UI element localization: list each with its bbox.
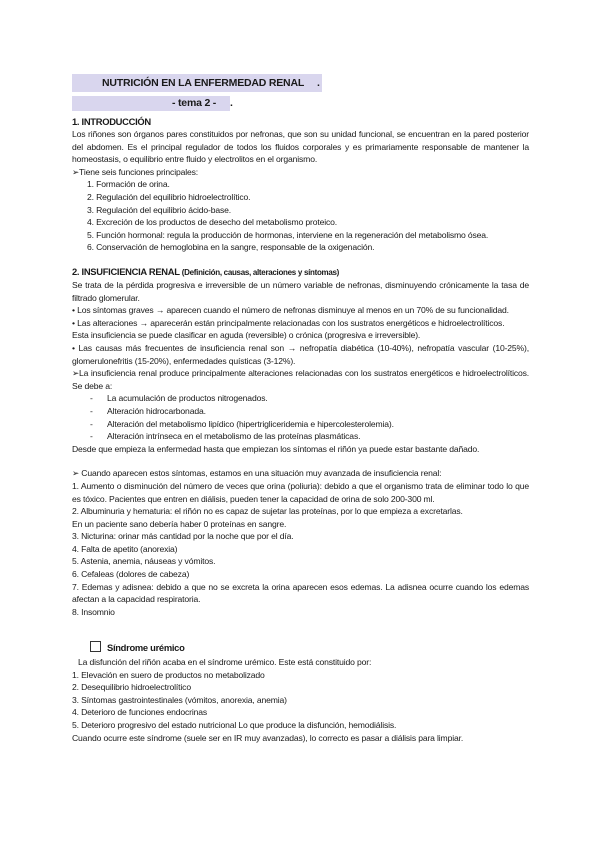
list-item: 1. Elevación en suero de productos no metabolizado bbox=[72, 669, 265, 680]
functions-lead: ➢Tiene seis funciones principales: bbox=[72, 166, 198, 177]
insuficiencia-heading-main: 2. INSUFICIENCIA RENAL bbox=[72, 266, 180, 277]
paragraph: • Las alteraciones → aparecerán están principalmente relacionadas con los sustratos energéticos e hidroelectrolíticos. bbox=[72, 317, 505, 328]
list-item: 4. Falta de apetito (anorexia) bbox=[72, 543, 178, 554]
title-dot: . bbox=[317, 77, 320, 89]
list-item: 3. Regulación del equilibrio ácido-base. bbox=[87, 204, 232, 215]
checkbox-icon bbox=[90, 641, 101, 652]
list-item: 3. Síntomas gastrointestinales (vómitos, anorexia, anemia) bbox=[72, 694, 287, 705]
list-item: 5. Astenia, anemia, náuseas y vómitos. bbox=[72, 556, 216, 567]
document-subtitle: - tema 2 - bbox=[172, 97, 217, 109]
list-item: 5. Función hormonal: regula la producción de hormonas, interviene en la regeneración del metabolismo ósea. bbox=[87, 229, 489, 240]
list-item: 1. Formación de orina. bbox=[87, 179, 170, 190]
paragraph: ➢La insuficiencia renal produce principalmente alteraciones relacionadas con los sustratos energéticos e hidroelectrolíticos. Se debe a: bbox=[72, 368, 529, 391]
insuficiencia-heading-sub: (Definición, causas, alteraciones y síntomas) bbox=[181, 268, 340, 277]
uremico-heading bbox=[72, 641, 529, 654]
list-item: 2. Albuminuria y hematuria: el riñón no es capaz de sujetar las proteínas, por lo que empieza a excretarlas. bbox=[72, 506, 463, 517]
paragraph: • Las causas más frecuentes de insuficiencia renal son → nefropatía diabética (10-40%), nefropatía vascular (10-25%), glomerulonefritis (15-20%), enfermedades quísticas (3-12%). bbox=[72, 342, 529, 366]
symptoms-list bbox=[72, 480, 529, 619]
list-item: 6. Cefaleas (dolores de cabeza) bbox=[72, 569, 190, 580]
list-item: 4. Deterioro de funciones endocrinas bbox=[72, 707, 208, 718]
list-item: 8. Insomnio bbox=[72, 606, 115, 617]
paragraph: Se trata de la pérdida progresiva e irreversible de un número variable de nefronas, disminuyendo crónicamente la tasa de filtrado glomerular. bbox=[72, 280, 529, 303]
insuficiencia-heading bbox=[72, 265, 529, 279]
list-item: 4. Excreción de los productos de desecho del metabolismo proteico. bbox=[87, 217, 337, 228]
list-item: - Alteración del metabolismo lipídico (hipertrigliceridemia e hipercolesterolemia). bbox=[72, 418, 529, 431]
list-item: - La acumulación de productos nitrogenados. bbox=[72, 392, 529, 405]
title-banner bbox=[72, 74, 322, 92]
functions-list bbox=[72, 178, 529, 254]
paragraph: ➢ Cuando aparecen estos síntomas, estamos en una situación muy avanzada de insuficiencia renal: bbox=[72, 468, 442, 479]
uremico-list bbox=[72, 669, 529, 732]
list-item: 2. Regulación del equilibrio hidroelectrolítico. bbox=[87, 191, 251, 202]
uremico-intro: La disfunción del riñón acaba en el síndrome urémico. Este está constituido por: bbox=[78, 657, 372, 667]
intro-section bbox=[72, 115, 529, 254]
intro-heading: 1. INTRODUCCIÓN bbox=[72, 116, 151, 127]
uremico-section bbox=[72, 641, 529, 744]
list-item: 2. Desequilibrio hidroelectrolítico bbox=[72, 682, 191, 693]
document-title: NUTRICIÓN EN LA ENFERMEDAD RENAL bbox=[102, 77, 305, 89]
paragraph: • Los síntomas graves → aparecen cuando el número de nefronas disminuye al menos en un 70% de su funcionalidad. bbox=[72, 305, 509, 316]
insuficiencia-section bbox=[72, 265, 529, 618]
list-item: 1. Aumento o disminución del número de veces que orina (poliuria): debido a que el organismo trata de eliminar todo lo que es tóxico. Pacientes que entren en diálisis, pueden tener la capacidad de orina de solo 200-300 ml. bbox=[72, 480, 529, 504]
list-item: En un paciente sano debería haber 0 proteínas en sangre. bbox=[72, 518, 287, 529]
list-item: - Alteración hidrocarbonada. bbox=[72, 405, 529, 418]
uremico-closing: Cuando ocurre este síndrome (suele ser en IR muy avanzadas), lo correcto es pasar a diálisis para limpiar. bbox=[72, 732, 464, 743]
subtitle-dot: . bbox=[230, 97, 233, 109]
paragraph: Desde que empieza la enfermedad hasta que empiezan los síntomas el riñón ya puede estar bastante dañado. bbox=[72, 443, 480, 454]
uremico-heading-label: Síndrome urémico bbox=[107, 642, 185, 653]
paragraph: Esta insuficiencia se puede clasificar en aguda (reversible) o crónica (progresiva e irreversible). bbox=[72, 330, 421, 341]
list-item: 6. Conservación de hemoglobina en la sangre, responsable de la oxigenación. bbox=[87, 242, 375, 253]
subtitle-banner bbox=[72, 96, 233, 111]
list-item: 3. Nicturina: orinar más cantidad por la noche que por el día. bbox=[72, 531, 294, 542]
intro-paragraph: Los riñones son órganos pares constituidos por nefronas, que son su unidad funcional, se encuentran en la pared posterior del abdomen. Es el principal regulador de todos los fluidos corporales y es primariamente responsable de mantener la homeostasis, o equilibrio entre fluido y electrolitos en el organismo. bbox=[72, 129, 529, 165]
list-item: 5. Deterioro progresivo del estado nutricional Lo que produce la disfunción, hemodiálisis. bbox=[72, 719, 397, 730]
causes-list bbox=[72, 392, 529, 442]
list-item: 7. Edemas y adisnea: debido a que no se excreta la orina aparecen esos edemas. La adisnea ocurre cuando los edemas afectan a la capacidad respiratoria. bbox=[72, 581, 529, 605]
list-item: - Alteración intrínseca en el metabolismo de las proteínas plasmáticas. bbox=[72, 430, 529, 443]
